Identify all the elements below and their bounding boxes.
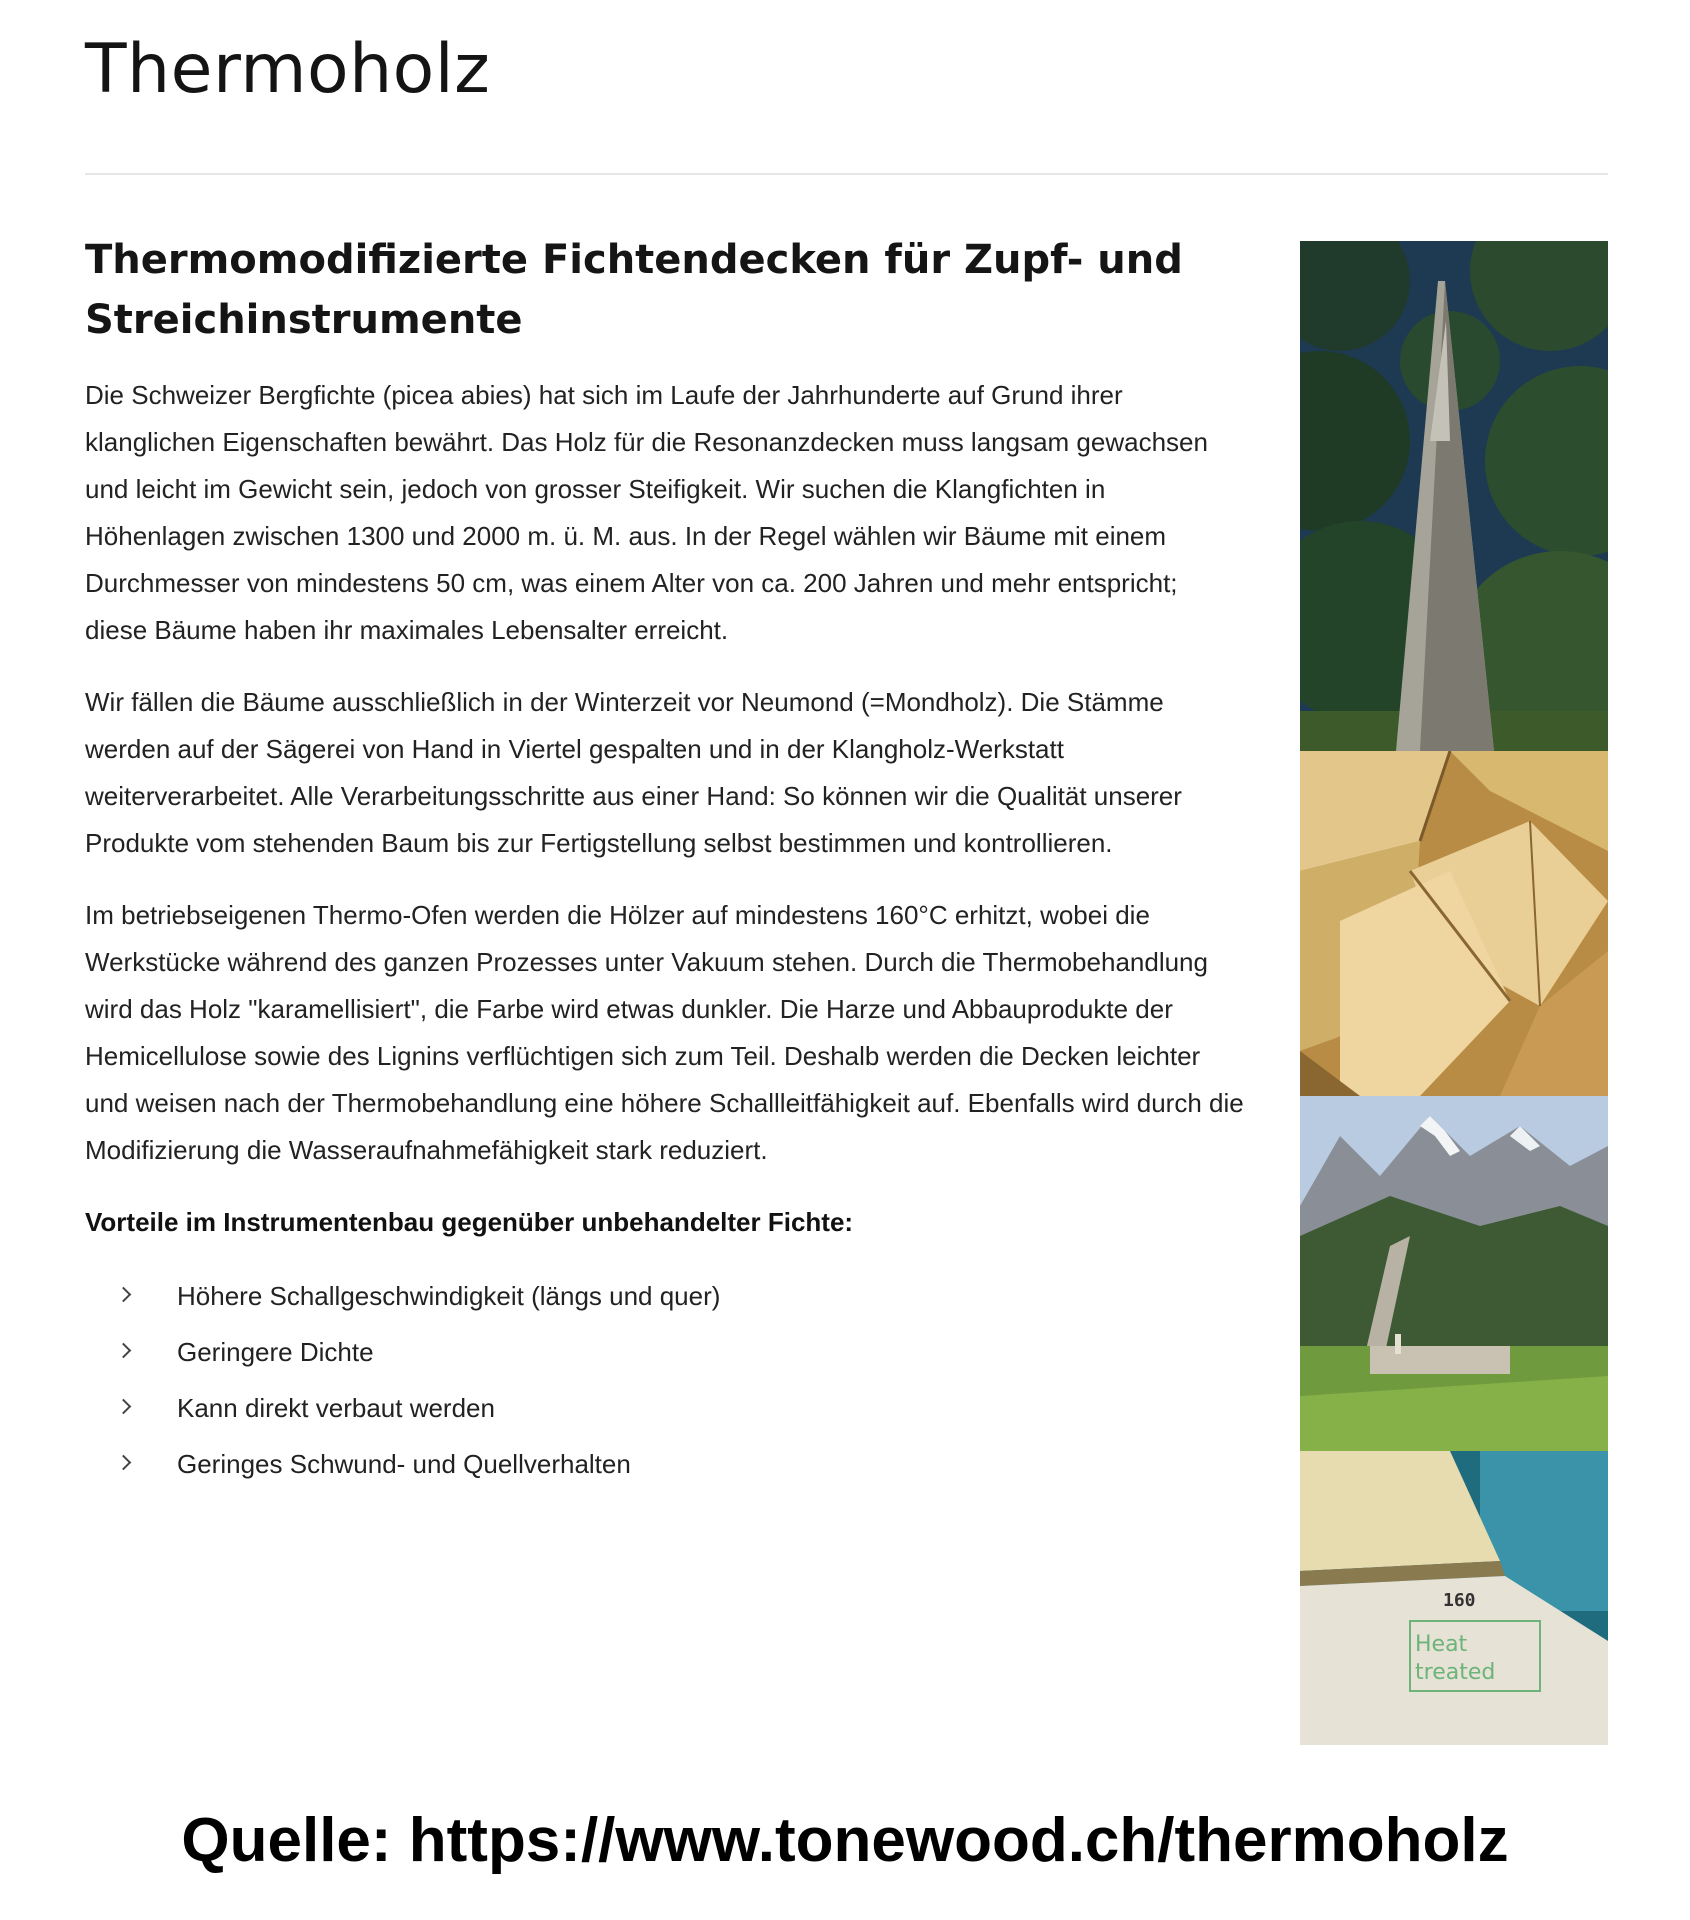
split-logs-image	[1300, 751, 1608, 1096]
list-item-label: Geringes Schwund- und Quellverhalten	[177, 1449, 631, 1479]
alpine-village-image	[1300, 1096, 1608, 1451]
list-item-label: Höhere Schallgeschwindigkeit (längs und quer)	[177, 1281, 721, 1311]
chevron-right-icon	[116, 1287, 132, 1303]
chevron-right-icon	[116, 1399, 132, 1415]
list-item	[85, 1436, 1245, 1492]
list-item	[85, 1324, 1245, 1380]
board-number: 160	[1443, 1590, 1476, 1611]
paragraph-2: Wir fällen die Bäume ausschließlich in der Winterzeit vor Neumond (=Mondholz). Die Stämme werden auf der Sägerei von Hand in Viertel gespalten und in der Klangholz-Werkstatt weiterverarbeitet. Alle Verarbeitungsschritte aus einer Hand: So können wir die Qualität unserer Produkte vom stehenden Baum bis zur Fertigstellung selbst bestimmen und kontrollieren.	[85, 687, 1182, 858]
advantages-heading: Vorteile im Instrumentenbau gegenüber unbehandelter Fichte:	[85, 1207, 854, 1237]
stamp-text-2: treated	[1415, 1660, 1496, 1685]
heat-treated-board-image	[1300, 1451, 1608, 1745]
chevron-right-icon	[116, 1343, 132, 1359]
list-item-label: Kann direkt verbaut werden	[177, 1393, 495, 1423]
spruce-tree-image	[1300, 241, 1608, 751]
list-item	[85, 1268, 1245, 1324]
list-item	[85, 1380, 1245, 1436]
stamp-text-1: Heat	[1415, 1632, 1468, 1657]
section-heading: Thermomodifizierte Fichtendecken für Zupf- und Streichinstrumente	[85, 237, 1183, 343]
image-column	[1300, 241, 1608, 1745]
page-title: Thermoholz	[85, 30, 491, 109]
main-content	[85, 230, 1245, 1492]
chevron-right-icon	[116, 1455, 132, 1471]
paragraph-1: Die Schweizer Bergfichte (picea abies) hat sich im Laufe der Jahrhunderte auf Grund ihrer klanglichen Eigenschaften bewährt. Das Holz für die Resonanzdecken muss langsam gewachsen und leicht im Gewicht sein, jedoch von grosser Steifigkeit. Wir suchen die Klangfichten in Höhenlagen zwischen 1300 und 2000 m. ü. M. aus. In der Regel wählen wir Bäume mit einem Durchmesser von mindestens 50 cm, was einem Alter von ca. 200 Jahren und mehr entspricht; diese Bäume haben ihr maximales Lebensalter erreicht.	[85, 380, 1208, 645]
header-divider	[85, 173, 1608, 175]
advantages-list	[85, 1268, 1245, 1492]
list-item-label: Geringere Dichte	[177, 1337, 374, 1367]
paragraph-3: Im betriebseigenen Thermo-Ofen werden die Hölzer auf mindestens 160°C erhitzt, wobei die Werkstücke während des ganzen Prozesses unter Vakuum stehen. Durch die Thermobehandlung wird das Holz "karamellisiert", die Farbe wird etwas dunkler. Die Harze und Abbauprodukte der Hemicellulose sowie des Lignins verflüchtigen sich zum Teil. Deshalb werden die Decken leichter und weisen nach der Thermobehandlung eine höhere Schallleitfähigkeit auf. Ebenfalls wird durch die Modifizierung die Wasseraufnahmefähigkeit stark reduziert.	[85, 900, 1244, 1165]
source-caption: Quelle: https://www.tonewood.ch/thermoholz	[181, 1806, 1509, 1875]
